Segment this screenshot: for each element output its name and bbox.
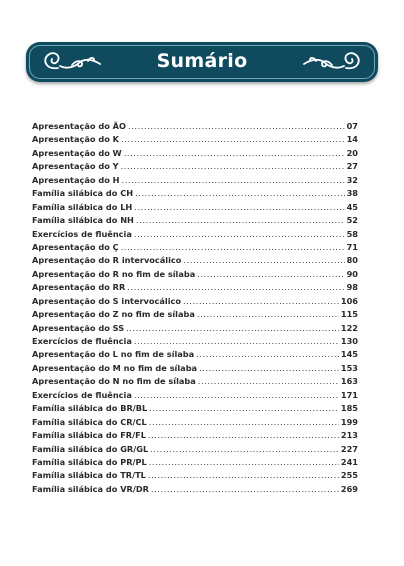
dot-leader (149, 417, 339, 427)
toc-entry[interactable] (32, 134, 358, 147)
toc-entry[interactable] (32, 444, 358, 457)
dot-leader (121, 134, 345, 144)
dot-leader (134, 229, 345, 239)
toc-entry-page: 241 (340, 456, 358, 467)
dot-leader (149, 403, 339, 413)
toc-entry-page: 227 (340, 443, 358, 454)
toc-entry[interactable] (32, 417, 358, 430)
toc-entry[interactable] (32, 390, 358, 403)
toc-entry[interactable] (32, 457, 358, 470)
toc-entry-page: 58 (346, 228, 358, 239)
dot-leader (183, 255, 344, 265)
toc-entry-title: Apresentação do M no fim de sílaba (32, 362, 198, 373)
dot-leader (196, 349, 339, 359)
toc-entry[interactable] (32, 349, 358, 362)
toc-entry-page: 122 (340, 322, 358, 333)
toc-entry-title: Apresentação do R no fim de sílaba (32, 268, 196, 279)
page-title: Sumário (156, 50, 248, 72)
toc-entry-page: 255 (340, 470, 358, 481)
toc-entry-title: Exercícios de fluência (32, 336, 132, 346)
toc-entry-page: 71 (346, 241, 358, 252)
dot-leader (127, 282, 344, 292)
toc-entry-page: 27 (346, 161, 358, 172)
toc-entry[interactable] (32, 376, 358, 389)
toc-entry[interactable] (32, 470, 358, 483)
table-of-contents (32, 121, 358, 497)
toc-entry[interactable] (32, 296, 358, 309)
toc-entry-title: Apresentação do N no fim de sílaba (32, 376, 196, 387)
dot-leader (198, 376, 339, 386)
toc-entry-page: 38 (346, 188, 358, 199)
title-banner (26, 42, 378, 82)
toc-entry-page: 20 (346, 147, 358, 158)
dot-leader (124, 148, 345, 158)
toc-entry-page: 145 (340, 349, 358, 360)
dot-leader (135, 188, 345, 198)
toc-entry-page: 07 (346, 121, 358, 131)
toc-entry-title: Família silábica do LH (32, 201, 133, 212)
toc-entry[interactable] (32, 282, 358, 295)
toc-entry-page: 98 (346, 282, 358, 293)
dot-leader (121, 242, 345, 252)
toc-entry-title: Apresentação do R intervocálico (32, 255, 182, 266)
toc-entry-title: Família silábica do NH (32, 215, 134, 226)
right-swirl-ornament-icon (300, 48, 368, 76)
toc-entry[interactable] (32, 403, 358, 416)
toc-entry-title: Apresentação do ÃO (32, 121, 126, 131)
toc-entry[interactable] (32, 175, 358, 188)
toc-entry-page: 32 (346, 174, 358, 185)
toc-entry-title: Apresentação do Z no fim de sílaba (32, 309, 195, 320)
dot-leader (149, 457, 339, 467)
toc-entry[interactable] (32, 323, 358, 336)
toc-entry-page: 163 (340, 376, 358, 387)
toc-entry[interactable] (32, 309, 358, 322)
toc-entry-page: 130 (340, 336, 358, 346)
toc-entry-title: Família silábica do GR/GL (32, 443, 149, 454)
dot-leader (136, 215, 345, 225)
dot-leader (199, 363, 339, 373)
toc-entry-title: Apresentação do Ç (32, 241, 119, 252)
toc-entry-title: Exercícios de fluência (32, 228, 132, 239)
toc-entry-title: Família silábica do PR/PL (32, 456, 147, 467)
toc-entry-page: 185 (340, 403, 358, 414)
toc-entry[interactable] (32, 484, 358, 497)
toc-entry-page: 14 (346, 134, 358, 145)
toc-entry-title: Apresentação do K (32, 134, 120, 145)
toc-entry-page: 90 (346, 268, 358, 279)
dot-leader (134, 390, 339, 400)
toc-entry-title: Família silábica do FR/FL (32, 430, 146, 441)
toc-entry-title: Apresentação do RR (32, 282, 126, 293)
toc-entry[interactable] (32, 363, 358, 376)
toc-entry-title: Apresentação do H (32, 174, 120, 185)
toc-entry-page: 213 (340, 430, 358, 441)
toc-entry-page: 115 (340, 309, 358, 320)
toc-entry[interactable] (32, 242, 358, 255)
toc-entry-page: 269 (340, 483, 358, 494)
toc-entry-page: 45 (346, 201, 358, 212)
dot-leader (126, 323, 339, 333)
toc-entry-title: Família silábica do CR/CL (32, 416, 147, 427)
dot-leader (122, 175, 345, 185)
toc-entry-title: Apresentação do W (32, 147, 122, 158)
dot-leader (148, 470, 339, 480)
toc-entry[interactable] (32, 161, 358, 174)
dot-leader (197, 309, 339, 319)
dot-leader (151, 484, 339, 494)
toc-entry-title: Exercícios de fluência (32, 389, 132, 400)
toc-entry-page: 80 (346, 255, 358, 266)
toc-entry[interactable] (32, 336, 358, 349)
dot-leader (134, 336, 339, 346)
dot-leader (121, 161, 345, 171)
dot-leader (183, 296, 339, 306)
toc-entry[interactable] (32, 148, 358, 161)
toc-entry-title: Família silábica do VR/DR (32, 483, 149, 494)
dot-leader (197, 269, 344, 279)
toc-entry[interactable] (32, 430, 358, 443)
dot-leader (134, 202, 344, 212)
toc-entry[interactable] (32, 215, 358, 228)
toc-entry[interactable] (32, 255, 358, 268)
dot-leader (128, 121, 345, 131)
dot-leader (148, 430, 339, 440)
toc-entry[interactable] (32, 188, 358, 201)
toc-entry[interactable] (32, 202, 358, 215)
toc-entry-title: Apresentação do SS (32, 322, 125, 333)
toc-entry-title: Família silábica do CH (32, 188, 134, 199)
toc-entry-page: 106 (340, 295, 358, 306)
dot-leader (150, 444, 339, 454)
toc-entry-page: 199 (340, 416, 358, 427)
toc-entry-page: 153 (340, 362, 358, 373)
toc-entry-title: Apresentação do Y (32, 161, 119, 172)
toc-entry[interactable] (32, 121, 358, 134)
toc-entry-title: Família silábica do TR/TL (32, 470, 146, 481)
toc-entry-title: Apresentação do L no fim de sílaba (32, 349, 195, 360)
toc-entry-title: Apresentação do S intervocálico (32, 295, 181, 306)
toc-entry-page: 52 (346, 215, 358, 226)
toc-entry-title: Família silábica do BR/BL (32, 403, 148, 414)
toc-entry-page: 171 (340, 389, 358, 400)
toc-entry[interactable] (32, 269, 358, 282)
toc-entry[interactable] (32, 229, 358, 242)
